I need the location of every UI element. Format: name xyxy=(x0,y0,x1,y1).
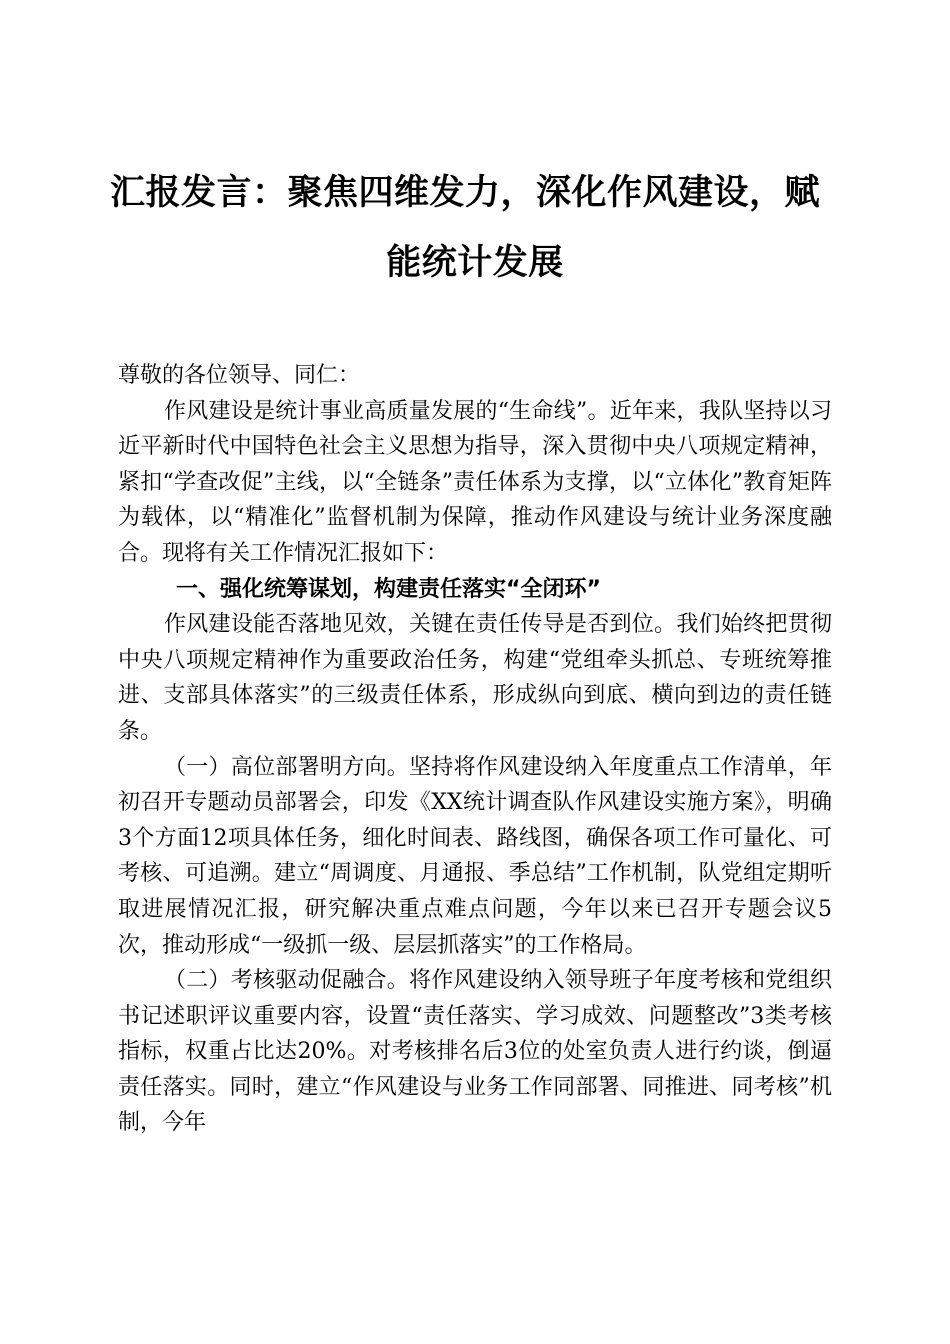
subsection-2-paragraph xyxy=(118,963,832,1141)
intro-paragraph: 作风建设是统计事业高质量发展的“生命线”。近年来，我队坚持以习近平新时代中国特色社会主义思想为指导，深入贯彻中央八项规定精神，紧扣“学查改促”主线，以“全链条”责任体系为支撑，以“立体化”教育矩阵为载体，以“精准化”监督机制为保障，推动作风建设与统计业务深度融合。现将有关工作情况汇报如下： xyxy=(118,398,832,566)
subsection-1-paragraph xyxy=(118,750,832,964)
subsection-1-lead: （一）高位部署明方向。 xyxy=(164,754,410,780)
subsection-2-text: 将作风建设纳入领导班子年度考核和党组织书记述职评议重要内容，设置“责任落实、学习成效、问题整改”3类考核指标，权重占比达20%。对考核排名后3位的处室负责人进行约谈，倒逼责任落实。同时，建立“作风建设与业务工作同部署、同推进、同考核”机制，今年 xyxy=(118,968,832,1136)
subsection-2-lead: （二）考核驱动促融合。 xyxy=(164,968,410,994)
document-body xyxy=(118,358,832,1141)
section-1-heading: 一、强化统筹谋划，构建责任落实“全闭环” xyxy=(176,576,601,602)
section-1-paragraph: 作风建设能否落地见效，关键在责任传导是否到位。我们始终把贯彻中央八项规定精神作为重要政治任务，构建“党组牵头抓总、专班统筹推进、支部具体落实”的三级责任体系，形成纵向到底、横向到边的责任链条。 xyxy=(118,612,832,744)
subsection-1-text: 坚持将作风建设纳入年度重点工作清单，年初召开专题动员部署会，印发《XX统计调查队作风建设实施方案》，明确3个方面12项具体任务，细化时间表、路线图，确保各项工作可量化、可考核、可追溯。建立“周调度、月通报、季总结”工作机制，队党组定期听取进展情况汇报，研究解决重点难点问题，今年以来已召开专题会议5次，推动形成“一级抓一级、层层抓落实”的工作格局。 xyxy=(118,754,832,958)
document-title-line-1: 汇报发言：聚焦四维发力，深化作风建设，赋 xyxy=(110,172,821,213)
document-title-line-2: 能统计发展 xyxy=(386,242,564,283)
salutation: 尊敬的各位领导、同仁： xyxy=(118,363,361,388)
